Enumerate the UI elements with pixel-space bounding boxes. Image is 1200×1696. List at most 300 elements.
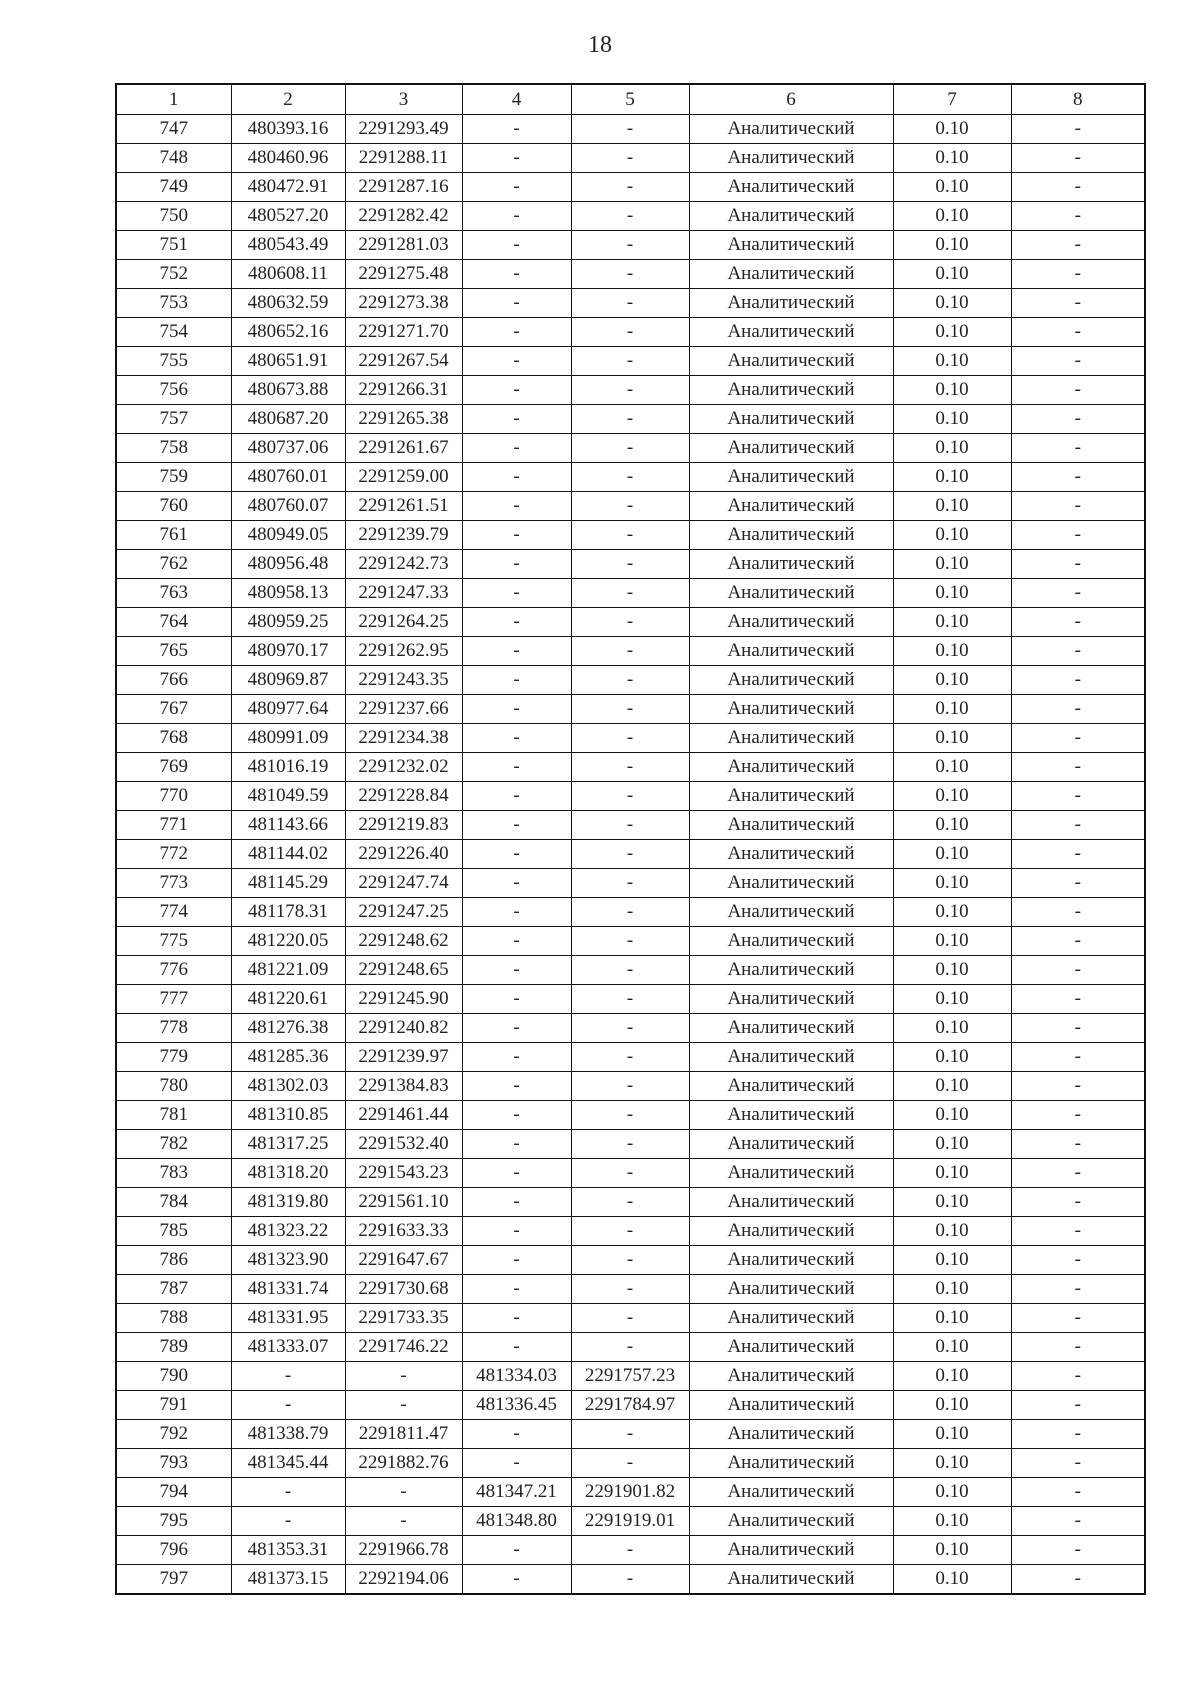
method-cell: Аналитический xyxy=(689,1217,893,1246)
point-number-cell: 770 xyxy=(116,782,231,811)
accuracy-cell: 0.10 xyxy=(893,1478,1011,1507)
x-coordinate-cell: 480737.06 xyxy=(231,434,345,463)
note-cell: - xyxy=(1011,550,1145,579)
y-new-cell: - xyxy=(571,1014,689,1043)
x-new-cell: 481336.45 xyxy=(462,1391,571,1420)
point-number-cell: 778 xyxy=(116,1014,231,1043)
accuracy-cell: 0.10 xyxy=(893,753,1011,782)
table-row xyxy=(116,927,1145,956)
accuracy-cell: 0.10 xyxy=(893,1130,1011,1159)
y-coordinate-cell: 2292194.06 xyxy=(345,1565,462,1595)
x-coordinate-cell: 481323.22 xyxy=(231,1217,345,1246)
x-coordinate-cell: 481317.25 xyxy=(231,1130,345,1159)
point-number-cell: 772 xyxy=(116,840,231,869)
accuracy-cell: 0.10 xyxy=(893,1101,1011,1130)
method-cell: Аналитический xyxy=(689,1304,893,1333)
table-row xyxy=(116,1420,1145,1449)
table-row xyxy=(116,782,1145,811)
method-cell: Аналитический xyxy=(689,231,893,260)
point-number-cell: 797 xyxy=(116,1565,231,1595)
method-cell: Аналитический xyxy=(689,1507,893,1536)
y-new-cell: - xyxy=(571,666,689,695)
x-new-cell: - xyxy=(462,173,571,202)
note-cell: - xyxy=(1011,376,1145,405)
y-new-cell: - xyxy=(571,289,689,318)
x-new-cell: - xyxy=(462,1333,571,1362)
accuracy-cell: 0.10 xyxy=(893,724,1011,753)
x-new-cell: - xyxy=(462,1275,571,1304)
method-cell: Аналитический xyxy=(689,637,893,666)
note-cell: - xyxy=(1011,231,1145,260)
method-cell: Аналитический xyxy=(689,1275,893,1304)
point-number-cell: 773 xyxy=(116,869,231,898)
y-new-cell: - xyxy=(571,956,689,985)
y-new-cell: - xyxy=(571,492,689,521)
x-coordinate-cell: 481220.05 xyxy=(231,927,345,956)
table-row xyxy=(116,1275,1145,1304)
y-new-cell: - xyxy=(571,405,689,434)
accuracy-cell: 0.10 xyxy=(893,1246,1011,1275)
y-new-cell: - xyxy=(571,202,689,231)
x-new-cell: - xyxy=(462,1449,571,1478)
column-header: 8 xyxy=(1011,84,1145,115)
y-coordinate-cell: - xyxy=(345,1478,462,1507)
point-number-cell: 780 xyxy=(116,1072,231,1101)
method-cell: Аналитический xyxy=(689,666,893,695)
accuracy-cell: 0.10 xyxy=(893,840,1011,869)
x-new-cell: - xyxy=(462,724,571,753)
y-new-cell: - xyxy=(571,1304,689,1333)
x-new-cell: - xyxy=(462,1304,571,1333)
y-coordinate-cell: - xyxy=(345,1507,462,1536)
y-coordinate-cell: 2291245.90 xyxy=(345,985,462,1014)
table-row xyxy=(116,434,1145,463)
note-cell: - xyxy=(1011,869,1145,898)
y-coordinate-cell: 2291267.54 xyxy=(345,347,462,376)
note-cell: - xyxy=(1011,1391,1145,1420)
y-coordinate-cell: 2291259.00 xyxy=(345,463,462,492)
table-row xyxy=(116,1449,1145,1478)
accuracy-cell: 0.10 xyxy=(893,144,1011,173)
x-coordinate-cell: 481220.61 xyxy=(231,985,345,1014)
accuracy-cell: 0.10 xyxy=(893,1159,1011,1188)
table-row xyxy=(116,405,1145,434)
note-cell: - xyxy=(1011,1449,1145,1478)
y-new-cell: - xyxy=(571,1333,689,1362)
y-new-cell: - xyxy=(571,1275,689,1304)
column-header: 3 xyxy=(345,84,462,115)
x-new-cell: - xyxy=(462,347,571,376)
point-number-cell: 758 xyxy=(116,434,231,463)
note-cell: - xyxy=(1011,1536,1145,1565)
table-row xyxy=(116,231,1145,260)
method-cell: Аналитический xyxy=(689,753,893,782)
method-cell: Аналитический xyxy=(689,1362,893,1391)
x-new-cell: - xyxy=(462,956,571,985)
accuracy-cell: 0.10 xyxy=(893,1449,1011,1478)
method-cell: Аналитический xyxy=(689,289,893,318)
x-new-cell: - xyxy=(462,289,571,318)
point-number-cell: 747 xyxy=(116,115,231,144)
table-row xyxy=(116,260,1145,289)
y-new-cell: - xyxy=(571,1217,689,1246)
y-coordinate-cell: 2291882.76 xyxy=(345,1449,462,1478)
table-row xyxy=(116,289,1145,318)
note-cell: - xyxy=(1011,1188,1145,1217)
y-new-cell: - xyxy=(571,608,689,637)
y-new-cell: - xyxy=(571,898,689,927)
method-cell: Аналитический xyxy=(689,1565,893,1595)
table-row xyxy=(116,956,1145,985)
y-coordinate-cell: 2291243.35 xyxy=(345,666,462,695)
accuracy-cell: 0.10 xyxy=(893,521,1011,550)
y-new-cell: 2291901.82 xyxy=(571,1478,689,1507)
point-number-cell: 765 xyxy=(116,637,231,666)
accuracy-cell: 0.10 xyxy=(893,550,1011,579)
y-coordinate-cell: 2291247.25 xyxy=(345,898,462,927)
header-row xyxy=(116,84,1145,115)
accuracy-cell: 0.10 xyxy=(893,985,1011,1014)
x-coordinate-cell: 481319.80 xyxy=(231,1188,345,1217)
y-coordinate-cell: 2291228.84 xyxy=(345,782,462,811)
method-cell: Аналитический xyxy=(689,1072,893,1101)
point-number-cell: 771 xyxy=(116,811,231,840)
y-coordinate-cell: 2291811.47 xyxy=(345,1420,462,1449)
y-new-cell: - xyxy=(571,1159,689,1188)
x-coordinate-cell: 480969.87 xyxy=(231,666,345,695)
table-row xyxy=(116,1536,1145,1565)
x-coordinate-cell: 480652.16 xyxy=(231,318,345,347)
x-coordinate-cell: 480687.20 xyxy=(231,405,345,434)
y-coordinate-cell: 2291384.83 xyxy=(345,1072,462,1101)
y-coordinate-cell: 2291226.40 xyxy=(345,840,462,869)
table-row xyxy=(116,608,1145,637)
x-new-cell: - xyxy=(462,1565,571,1595)
y-new-cell: - xyxy=(571,724,689,753)
method-cell: Аналитический xyxy=(689,782,893,811)
note-cell: - xyxy=(1011,144,1145,173)
y-new-cell: - xyxy=(571,1043,689,1072)
y-new-cell: - xyxy=(571,840,689,869)
x-new-cell: 481348.80 xyxy=(462,1507,571,1536)
note-cell: - xyxy=(1011,956,1145,985)
y-new-cell: - xyxy=(571,985,689,1014)
x-new-cell: - xyxy=(462,318,571,347)
note-cell: - xyxy=(1011,753,1145,782)
table-row xyxy=(116,1391,1145,1420)
accuracy-cell: 0.10 xyxy=(893,318,1011,347)
y-new-cell: - xyxy=(571,1565,689,1595)
method-cell: Аналитический xyxy=(689,260,893,289)
x-coordinate-cell: - xyxy=(231,1362,345,1391)
point-number-cell: 796 xyxy=(116,1536,231,1565)
method-cell: Аналитический xyxy=(689,521,893,550)
x-coordinate-cell: 481331.74 xyxy=(231,1275,345,1304)
x-coordinate-cell: 480977.64 xyxy=(231,695,345,724)
point-number-cell: 766 xyxy=(116,666,231,695)
y-coordinate-cell: 2291966.78 xyxy=(345,1536,462,1565)
y-coordinate-cell: 2291273.38 xyxy=(345,289,462,318)
x-coordinate-cell: 481373.15 xyxy=(231,1565,345,1595)
accuracy-cell: 0.10 xyxy=(893,405,1011,434)
point-number-cell: 784 xyxy=(116,1188,231,1217)
x-new-cell: - xyxy=(462,1536,571,1565)
y-new-cell: - xyxy=(571,782,689,811)
x-coordinate-cell: 480970.17 xyxy=(231,637,345,666)
x-coordinate-cell: 480543.49 xyxy=(231,231,345,260)
accuracy-cell: 0.10 xyxy=(893,463,1011,492)
method-cell: Аналитический xyxy=(689,1449,893,1478)
point-number-cell: 751 xyxy=(116,231,231,260)
method-cell: Аналитический xyxy=(689,985,893,1014)
accuracy-cell: 0.10 xyxy=(893,579,1011,608)
point-number-cell: 749 xyxy=(116,173,231,202)
y-new-cell: - xyxy=(571,260,689,289)
accuracy-cell: 0.10 xyxy=(893,927,1011,956)
y-coordinate-cell: 2291261.51 xyxy=(345,492,462,521)
x-coordinate-cell: - xyxy=(231,1478,345,1507)
point-number-cell: 781 xyxy=(116,1101,231,1130)
x-new-cell: - xyxy=(462,1420,571,1449)
method-cell: Аналитический xyxy=(689,869,893,898)
x-coordinate-cell: 481338.79 xyxy=(231,1420,345,1449)
table-row xyxy=(116,753,1145,782)
method-cell: Аналитический xyxy=(689,1333,893,1362)
accuracy-cell: 0.10 xyxy=(893,811,1011,840)
x-coordinate-cell: 481318.20 xyxy=(231,1159,345,1188)
accuracy-cell: 0.10 xyxy=(893,782,1011,811)
note-cell: - xyxy=(1011,260,1145,289)
column-header: 2 xyxy=(231,84,345,115)
table-row xyxy=(116,463,1145,492)
point-number-cell: 777 xyxy=(116,985,231,1014)
table-row xyxy=(116,1304,1145,1333)
x-new-cell: - xyxy=(462,231,571,260)
note-cell: - xyxy=(1011,1072,1145,1101)
note-cell: - xyxy=(1011,347,1145,376)
accuracy-cell: 0.10 xyxy=(893,666,1011,695)
y-coordinate-cell: 2291261.67 xyxy=(345,434,462,463)
y-new-cell: - xyxy=(571,434,689,463)
x-coordinate-cell: 481333.07 xyxy=(231,1333,345,1362)
y-coordinate-cell: 2291248.65 xyxy=(345,956,462,985)
y-coordinate-cell: 2291730.68 xyxy=(345,1275,462,1304)
x-new-cell: - xyxy=(462,434,571,463)
y-new-cell: - xyxy=(571,927,689,956)
x-coordinate-cell: 480651.91 xyxy=(231,347,345,376)
point-number-cell: 782 xyxy=(116,1130,231,1159)
table-row xyxy=(116,521,1145,550)
y-new-cell: - xyxy=(571,1420,689,1449)
x-coordinate-cell: 481143.66 xyxy=(231,811,345,840)
method-cell: Аналитический xyxy=(689,1536,893,1565)
x-new-cell: - xyxy=(462,608,571,637)
y-new-cell: - xyxy=(571,318,689,347)
y-coordinate-cell: 2291633.33 xyxy=(345,1217,462,1246)
accuracy-cell: 0.10 xyxy=(893,1391,1011,1420)
accuracy-cell: 0.10 xyxy=(893,1217,1011,1246)
point-number-cell: 788 xyxy=(116,1304,231,1333)
note-cell: - xyxy=(1011,695,1145,724)
table-row xyxy=(116,1565,1145,1595)
column-header: 7 xyxy=(893,84,1011,115)
point-number-cell: 764 xyxy=(116,608,231,637)
table-row xyxy=(116,144,1145,173)
note-cell: - xyxy=(1011,1014,1145,1043)
y-new-cell: - xyxy=(571,347,689,376)
note-cell: - xyxy=(1011,1565,1145,1595)
method-cell: Аналитический xyxy=(689,608,893,637)
note-cell: - xyxy=(1011,1362,1145,1391)
accuracy-cell: 0.10 xyxy=(893,1188,1011,1217)
x-coordinate-cell: 481323.90 xyxy=(231,1246,345,1275)
table-row xyxy=(116,318,1145,347)
method-cell: Аналитический xyxy=(689,434,893,463)
point-number-cell: 785 xyxy=(116,1217,231,1246)
y-new-cell: - xyxy=(571,231,689,260)
column-header: 4 xyxy=(462,84,571,115)
y-coordinate-cell: 2291247.74 xyxy=(345,869,462,898)
y-coordinate-cell: 2291647.67 xyxy=(345,1246,462,1275)
method-cell: Аналитический xyxy=(689,1420,893,1449)
method-cell: Аналитический xyxy=(689,1130,893,1159)
method-cell: Аналитический xyxy=(689,840,893,869)
y-new-cell: - xyxy=(571,637,689,666)
accuracy-cell: 0.10 xyxy=(893,898,1011,927)
accuracy-cell: 0.10 xyxy=(893,1014,1011,1043)
method-cell: Аналитический xyxy=(689,202,893,231)
x-new-cell: - xyxy=(462,579,571,608)
point-number-cell: 754 xyxy=(116,318,231,347)
accuracy-cell: 0.10 xyxy=(893,1362,1011,1391)
y-coordinate-cell: 2291461.44 xyxy=(345,1101,462,1130)
accuracy-cell: 0.10 xyxy=(893,289,1011,318)
table-row xyxy=(116,1159,1145,1188)
method-cell: Аналитический xyxy=(689,1391,893,1420)
accuracy-cell: 0.10 xyxy=(893,956,1011,985)
point-number-cell: 757 xyxy=(116,405,231,434)
page-number: 18 xyxy=(588,32,612,58)
table-row xyxy=(116,579,1145,608)
note-cell: - xyxy=(1011,637,1145,666)
x-new-cell: - xyxy=(462,695,571,724)
y-coordinate-cell: 2291275.48 xyxy=(345,260,462,289)
x-coordinate-cell: 481285.36 xyxy=(231,1043,345,1072)
table-row xyxy=(116,869,1145,898)
coordinates-table xyxy=(115,83,1146,1595)
y-coordinate-cell: 2291266.31 xyxy=(345,376,462,405)
y-new-cell: - xyxy=(571,1536,689,1565)
x-new-cell: - xyxy=(462,637,571,666)
y-new-cell: - xyxy=(571,869,689,898)
x-new-cell: - xyxy=(462,811,571,840)
method-cell: Аналитический xyxy=(689,1188,893,1217)
point-number-cell: 763 xyxy=(116,579,231,608)
x-coordinate-cell: 481302.03 xyxy=(231,1072,345,1101)
note-cell: - xyxy=(1011,1478,1145,1507)
accuracy-cell: 0.10 xyxy=(893,608,1011,637)
x-coordinate-cell: 480991.09 xyxy=(231,724,345,753)
table-row xyxy=(116,1072,1145,1101)
x-coordinate-cell: 481331.95 xyxy=(231,1304,345,1333)
point-number-cell: 783 xyxy=(116,1159,231,1188)
y-new-cell: 2291919.01 xyxy=(571,1507,689,1536)
note-cell: - xyxy=(1011,1507,1145,1536)
note-cell: - xyxy=(1011,898,1145,927)
column-header: 6 xyxy=(689,84,893,115)
method-cell: Аналитический xyxy=(689,579,893,608)
note-cell: - xyxy=(1011,1275,1145,1304)
x-coordinate-cell: 481276.38 xyxy=(231,1014,345,1043)
method-cell: Аналитический xyxy=(689,347,893,376)
table-row xyxy=(116,550,1145,579)
x-coordinate-cell: 480608.11 xyxy=(231,260,345,289)
table-row xyxy=(116,666,1145,695)
y-coordinate-cell: 2291239.97 xyxy=(345,1043,462,1072)
point-number-cell: 786 xyxy=(116,1246,231,1275)
y-coordinate-cell: 2291264.25 xyxy=(345,608,462,637)
note-cell: - xyxy=(1011,840,1145,869)
point-number-cell: 791 xyxy=(116,1391,231,1420)
method-cell: Аналитический xyxy=(689,463,893,492)
point-number-cell: 769 xyxy=(116,753,231,782)
table-row xyxy=(116,840,1145,869)
method-cell: Аналитический xyxy=(689,1101,893,1130)
table-row xyxy=(116,1188,1145,1217)
y-new-cell: - xyxy=(571,753,689,782)
y-coordinate-cell: 2291262.95 xyxy=(345,637,462,666)
table-row xyxy=(116,347,1145,376)
table-row xyxy=(116,1246,1145,1275)
method-cell: Аналитический xyxy=(689,898,893,927)
accuracy-cell: 0.10 xyxy=(893,637,1011,666)
note-cell: - xyxy=(1011,115,1145,144)
table-row xyxy=(116,1478,1145,1507)
point-number-cell: 789 xyxy=(116,1333,231,1362)
x-new-cell: - xyxy=(462,260,571,289)
note-cell: - xyxy=(1011,202,1145,231)
x-coordinate-cell: 481144.02 xyxy=(231,840,345,869)
table-row xyxy=(116,376,1145,405)
method-cell: Аналитический xyxy=(689,492,893,521)
y-coordinate-cell: 2291532.40 xyxy=(345,1130,462,1159)
table-row xyxy=(116,1130,1145,1159)
method-cell: Аналитический xyxy=(689,724,893,753)
method-cell: Аналитический xyxy=(689,1246,893,1275)
method-cell: Аналитический xyxy=(689,115,893,144)
y-coordinate-cell: 2291561.10 xyxy=(345,1188,462,1217)
y-new-cell: - xyxy=(571,811,689,840)
y-coordinate-cell: 2291219.83 xyxy=(345,811,462,840)
point-number-cell: 794 xyxy=(116,1478,231,1507)
accuracy-cell: 0.10 xyxy=(893,347,1011,376)
x-new-cell: - xyxy=(462,666,571,695)
note-cell: - xyxy=(1011,289,1145,318)
column-header: 5 xyxy=(571,84,689,115)
note-cell: - xyxy=(1011,1217,1145,1246)
note-cell: - xyxy=(1011,985,1145,1014)
note-cell: - xyxy=(1011,811,1145,840)
x-coordinate-cell: 481353.31 xyxy=(231,1536,345,1565)
accuracy-cell: 0.10 xyxy=(893,1420,1011,1449)
note-cell: - xyxy=(1011,927,1145,956)
point-number-cell: 795 xyxy=(116,1507,231,1536)
y-coordinate-cell: 2291237.66 xyxy=(345,695,462,724)
accuracy-cell: 0.10 xyxy=(893,434,1011,463)
method-cell: Аналитический xyxy=(689,1478,893,1507)
y-new-cell: - xyxy=(571,376,689,405)
x-coordinate-cell: 481145.29 xyxy=(231,869,345,898)
